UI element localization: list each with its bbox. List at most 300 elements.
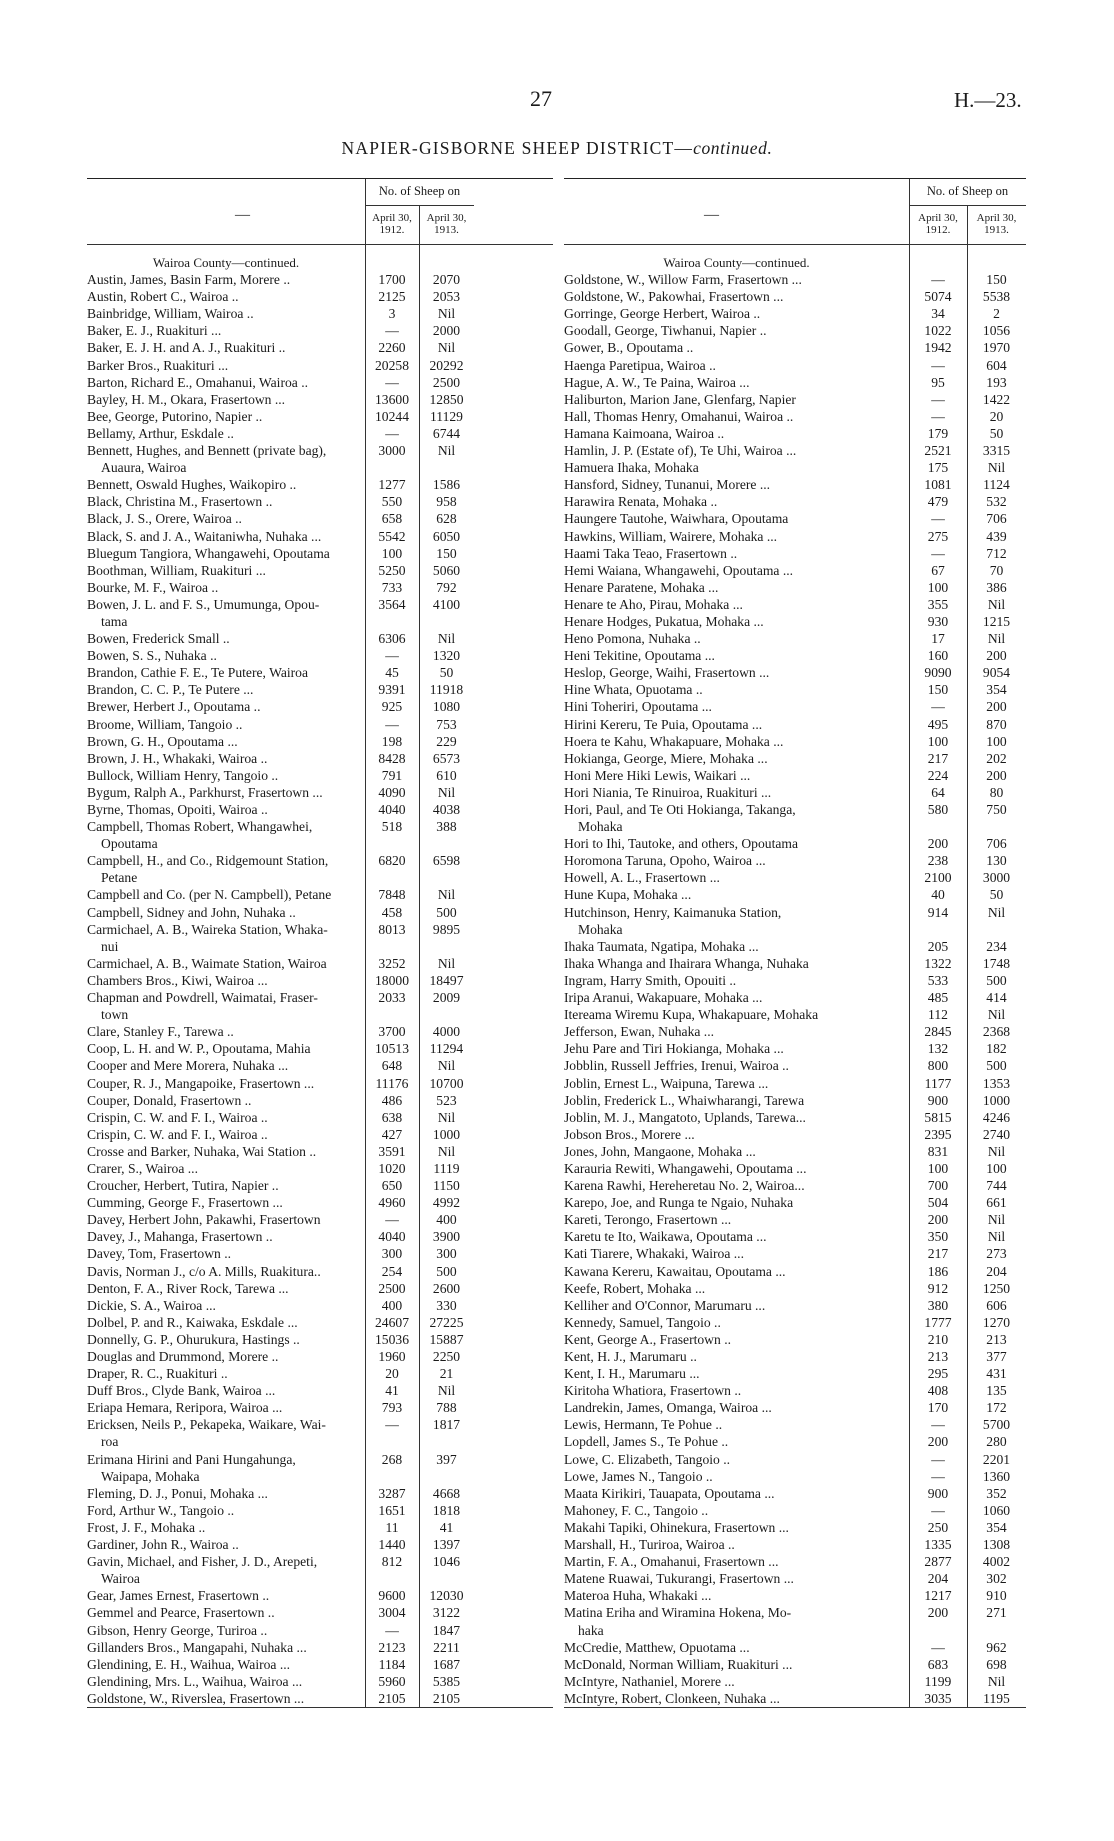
sheep-1913: 330 xyxy=(436,1297,457,1313)
column-rule xyxy=(967,245,968,1707)
section-heading xyxy=(87,254,553,271)
owner-name: Draper, R. C., Ruakituri .. xyxy=(87,1366,228,1382)
owner-name: Douglas and Drummond, Morere .. xyxy=(87,1349,279,1364)
owner-name: Duff Bros., Clyde Bank, Wairoa ... xyxy=(87,1383,276,1399)
table-row xyxy=(87,1416,553,1433)
table-row xyxy=(87,1673,553,1690)
sheep-1913: 1970 xyxy=(982,340,1011,356)
owner-name: Gear, James Ernest, Frasertown .. xyxy=(87,1588,270,1604)
table-row xyxy=(564,1057,1026,1074)
sheep-1913: 1270 xyxy=(982,1314,1011,1330)
table-row xyxy=(87,1382,553,1399)
sheep-1913: 377 xyxy=(986,1349,1007,1364)
owner-name: Hemi Waiana, Whangawehi, Opoutama ... xyxy=(564,562,794,578)
owner-name: Kawana Kereru, Kawaitau, Opoutama ... xyxy=(564,1263,786,1279)
column-header-1913-line1: April 30, xyxy=(976,212,1017,224)
table-row xyxy=(87,1075,553,1092)
owner-name: Frost, J. F., Mohaka .. xyxy=(87,1519,206,1535)
table-row-continuation xyxy=(87,613,553,630)
sheep-1913: 4002 xyxy=(982,1554,1011,1570)
sheep-1912: 20258 xyxy=(375,357,409,373)
owner-name: Karauria Rewiti, Whangawehi, Opoutama ... xyxy=(564,1160,807,1176)
owner-name: Donnelly, G. P., Ohurukura, Hastings .. xyxy=(87,1331,300,1347)
sheep-1912: — xyxy=(931,1468,945,1484)
sheep-1913: 2000 xyxy=(432,323,461,339)
table-row xyxy=(564,938,1026,955)
owner-name: Hall, Thomas Henry, Omahanui, Wairoa .. xyxy=(564,408,794,424)
table-row xyxy=(564,1570,1026,1587)
owner-name: Dolbel, P. and R., Kaiwaka, Eskdale ... xyxy=(87,1314,298,1330)
sheep-1913: 628 xyxy=(436,511,457,527)
column-header-1912-line2: 1912. xyxy=(925,224,951,236)
sheep-1912: 2500 xyxy=(378,1280,406,1296)
sheep-1913: 4000 xyxy=(432,1024,461,1040)
sheep-1912: 100 xyxy=(927,733,949,749)
sheep-1913 xyxy=(981,1622,1040,1639)
table-row xyxy=(87,1553,553,1570)
table-row-continuation xyxy=(564,921,1026,938)
owner-name: Bourke, M. F., Wairoa .. xyxy=(87,579,219,595)
sheep-1912: 217 xyxy=(927,750,949,766)
sheep-1912: 733 xyxy=(381,579,403,595)
sheep-1913: 870 xyxy=(986,716,1007,732)
sheep-1912: 1199 xyxy=(924,1673,952,1689)
table-row xyxy=(564,1485,1026,1502)
section-heading-text: Wairoa County—continued. xyxy=(663,255,810,270)
table-row xyxy=(87,1519,553,1536)
owner-name: Lowe, C. Elizabeth, Tangoio .. xyxy=(564,1451,731,1467)
sheep-1913: 80 xyxy=(989,784,1004,800)
table-row xyxy=(564,1604,1026,1621)
sheep-1913: 200 xyxy=(986,648,1007,664)
sheep-1913: 2500 xyxy=(432,374,461,390)
sheep-1913: 1360 xyxy=(982,1468,1011,1484)
owner-name: Horomona Taruna, Opoho, Wairoa ... xyxy=(564,853,766,869)
right-rows xyxy=(564,271,1026,1707)
table-row xyxy=(87,886,553,903)
owner-name: Brown, J. H., Whakaki, Wairoa .. xyxy=(87,750,268,766)
sheep-1912: 179 xyxy=(927,425,949,441)
sheep-1912: 24607 xyxy=(375,1314,409,1330)
sheep-1913: 1215 xyxy=(982,613,1011,629)
sheep-1912: 100 xyxy=(927,1160,949,1176)
column-header-1912 xyxy=(909,212,967,236)
sheep-1913: 300 xyxy=(436,1246,457,1262)
sheep-1912: 2123 xyxy=(378,1639,406,1655)
sheep-1913: 3900 xyxy=(432,1229,461,1245)
sheep-1912: 3700 xyxy=(378,1024,406,1040)
table-row xyxy=(87,647,553,664)
sheep-1913: 229 xyxy=(436,733,457,749)
table-row xyxy=(564,1639,1026,1656)
table-row xyxy=(564,1177,1026,1194)
owner-name: nui xyxy=(101,938,119,954)
table-row xyxy=(564,1211,1026,1228)
sheep-1912: 15036 xyxy=(375,1331,409,1347)
table-row xyxy=(564,1416,1026,1433)
sheep-1912: 250 xyxy=(927,1519,949,1535)
owner-name: Joblin, M. J., Mangatoto, Uplands, Tarewa... xyxy=(564,1109,806,1125)
sheep-1912: 224 xyxy=(927,767,949,783)
sheep-1913: 50 xyxy=(989,425,1004,441)
sheep-1913: 150 xyxy=(986,272,1007,288)
table-row xyxy=(87,1314,553,1331)
table-row xyxy=(564,391,1026,408)
spacer xyxy=(564,245,1026,254)
table-row xyxy=(564,886,1026,903)
sheep-1912: 791 xyxy=(381,767,403,783)
sheep-1912: 4960 xyxy=(378,1195,406,1211)
table-row xyxy=(87,1245,553,1262)
owner-name: Bennett, Hughes, and Bennett (private bag), xyxy=(87,443,327,459)
sheep-1913: Nil xyxy=(437,443,456,459)
sheep-1912: 112 xyxy=(928,1007,948,1023)
sheep-1913: 661 xyxy=(986,1195,1007,1211)
sheep-1912 xyxy=(379,1570,433,1587)
sheep-1913: 958 xyxy=(436,494,457,510)
sheep-1912: 18000 xyxy=(375,972,409,988)
table-row xyxy=(564,613,1026,630)
sheep-1913: Nil xyxy=(987,1212,1006,1228)
sheep-1912: 912 xyxy=(927,1280,949,1296)
sheep-1912: 295 xyxy=(927,1366,949,1382)
owner-name: Austin, James, Basin Farm, Morere .. xyxy=(87,272,291,288)
owner-name: Ericksen, Neils P., Pekapeka, Waikare, Wai- xyxy=(87,1417,326,1433)
sheep-1912: 45 xyxy=(385,665,399,681)
sheep-1913: 1353 xyxy=(982,1075,1011,1091)
sheep-1912: 254 xyxy=(381,1263,403,1279)
table-row xyxy=(564,1109,1026,1126)
sheep-1913 xyxy=(433,613,488,630)
sheep-1912: 400 xyxy=(381,1297,403,1313)
table-row xyxy=(87,1194,553,1211)
table-row xyxy=(87,698,553,715)
sheep-1912: — xyxy=(931,272,945,288)
sheep-1912 xyxy=(379,459,433,476)
table-row xyxy=(87,716,553,733)
table-row xyxy=(564,1690,1026,1707)
owner-name: Hori, Paul, and Te Oti Hokianga, Takanga, xyxy=(564,802,796,817)
sheep-1912: — xyxy=(385,1622,399,1638)
sheep-1913: 41 xyxy=(439,1519,454,1535)
table-row xyxy=(564,1451,1026,1468)
owner-name: Maata Kirikiri, Tauapata, Opoutama ... xyxy=(564,1485,775,1501)
table-row-continuation xyxy=(564,818,1026,835)
sheep-1913: Nil xyxy=(437,1058,456,1074)
owner-name: Hamlin, J. P. (Estate of), Te Uhi, Wairoa ... xyxy=(564,443,797,459)
table-row xyxy=(564,1075,1026,1092)
table-row xyxy=(564,1656,1026,1673)
sheep-1913: 135 xyxy=(986,1383,1007,1399)
page-title xyxy=(0,138,1114,159)
sheep-1913: 2009 xyxy=(432,990,461,1006)
table-row xyxy=(564,408,1026,425)
owner-name: Mohaka xyxy=(578,921,623,937)
sheep-1912: — xyxy=(931,1502,945,1518)
sheep-1913: 12030 xyxy=(429,1588,464,1604)
column-header-1912-line2: 1912. xyxy=(379,224,405,236)
sheep-1912: 213 xyxy=(927,1349,949,1364)
owner-name: Bee, George, Putorino, Napier .. xyxy=(87,408,263,424)
sheep-1912: 200 xyxy=(927,836,949,852)
table-row xyxy=(87,1040,553,1057)
owner-name: Kelliher and O'Connor, Marumaru ... xyxy=(564,1297,766,1313)
sheep-1912: 2105 xyxy=(378,1690,406,1706)
sheep-1913: 2740 xyxy=(982,1126,1011,1142)
sheep-1912: 518 xyxy=(381,819,403,835)
sheep-1913: 70 xyxy=(989,562,1004,578)
sheep-1913: 4038 xyxy=(432,802,461,817)
owner-name: Martin, F. A., Omahanui, Frasertown ... xyxy=(564,1554,779,1570)
owner-name: Harawira Renata, Mohaka .. xyxy=(564,494,718,510)
sheep-1912: 683 xyxy=(927,1656,949,1672)
owner-name: Bowen, J. L. and F. S., Umumunga, Opou- xyxy=(87,596,320,612)
sheep-1913: 352 xyxy=(986,1485,1007,1501)
owner-name: Barker Bros., Ruakituri ... xyxy=(87,357,229,373)
owner-name: Glendining, E. H., Waihua, Wairoa ... xyxy=(87,1656,291,1672)
table-row xyxy=(564,750,1026,767)
owner-name: Dickie, S. A., Wairoa ... xyxy=(87,1297,216,1313)
column-rule xyxy=(419,245,420,1707)
sheep-1912: 900 xyxy=(927,1092,949,1108)
table-row xyxy=(87,305,553,322)
owner-name: Gemmel and Pearce, Frasertown .. xyxy=(87,1605,275,1621)
sheep-1912: 160 xyxy=(927,648,949,664)
sheep-1912: 41 xyxy=(385,1383,399,1399)
owner-name: Heno Pomona, Nuhaka .. xyxy=(564,631,701,647)
owner-name: Campbell, Thomas Robert, Whangawhei, xyxy=(87,819,313,835)
sheep-1912: 3591 xyxy=(378,1143,406,1159)
sheep-1912: 1335 xyxy=(924,1537,952,1553)
sheep-1912: 8428 xyxy=(378,750,406,766)
page-number: 27 xyxy=(530,86,552,111)
sheep-1912: 350 xyxy=(927,1229,949,1245)
owner-name: Kareti, Terongo, Frasertown ... xyxy=(564,1212,732,1228)
sheep-1913: 2105 xyxy=(432,1690,461,1706)
table-row xyxy=(564,579,1026,596)
sheep-1912: 5815 xyxy=(924,1109,952,1125)
sheep-1912: 1177 xyxy=(924,1075,952,1091)
table-row xyxy=(564,1126,1026,1143)
sheep-1913 xyxy=(433,1468,488,1485)
sheep-1913: 1817 xyxy=(432,1417,461,1433)
owner-name: Jones, John, Mangaone, Mohaka ... xyxy=(564,1143,756,1159)
sheep-1913: Nil xyxy=(987,1143,1006,1159)
column-header-1912 xyxy=(365,212,419,236)
table-row xyxy=(87,1399,553,1416)
owner-name: Campbell and Co. (per N. Campbell), Petane xyxy=(87,887,332,903)
owner-name: Brandon, Cathie F. E., Te Putere, Wairoa xyxy=(87,665,308,681)
owner-name: Hori Niania, Te Rinuiroa, Ruakituri ... xyxy=(564,784,772,800)
owner-name: Makahi Tapiki, Ohinekura, Frasertown ... xyxy=(564,1519,789,1535)
column-header-1913-line2: 1913. xyxy=(434,224,459,236)
sheep-1913: 3122 xyxy=(432,1605,461,1621)
table-row xyxy=(87,391,553,408)
column-header-1913 xyxy=(419,212,474,236)
table-row xyxy=(87,442,553,459)
owner-name: Henare Hodges, Pukatua, Mohaka ... xyxy=(564,613,764,629)
sheep-1912: 4040 xyxy=(378,1229,406,1245)
table-row xyxy=(87,1023,553,1040)
owner-name: Materoa Huha, Whakaki ... xyxy=(564,1588,712,1604)
owner-name: Carmichael, A. B., Waimate Station, Wairoa xyxy=(87,955,327,971)
owner-name: Hague, A. W., Te Paina, Wairoa ... xyxy=(564,374,750,390)
table-row xyxy=(564,1536,1026,1553)
sheep-1912: 204 xyxy=(927,1571,949,1587)
sheep-1913: 5700 xyxy=(982,1417,1011,1433)
sheep-1913: 1748 xyxy=(982,955,1011,971)
table-row xyxy=(564,1143,1026,1160)
table-row xyxy=(87,921,553,938)
owner-name: Mohaka xyxy=(578,819,623,835)
left-table-header xyxy=(87,178,553,245)
sheep-1913: 1056 xyxy=(982,323,1011,339)
sheep-1913: 500 xyxy=(986,1058,1007,1074)
owner-name: Lewis, Hermann, Te Pohue .. xyxy=(564,1417,723,1433)
table-row xyxy=(564,989,1026,1006)
table-row xyxy=(87,1536,553,1553)
table-row xyxy=(564,1365,1026,1382)
table-row-continuation xyxy=(87,938,553,955)
column-header-1912-line1: April 30, xyxy=(372,212,412,224)
table-row xyxy=(564,767,1026,784)
table-row xyxy=(87,1656,553,1673)
sheep-1912: 200 xyxy=(927,1212,949,1228)
sheep-1913: 200 xyxy=(986,767,1007,783)
table-row xyxy=(564,1194,1026,1211)
table-row xyxy=(87,408,553,425)
owner-name: Davis, Norman J., c/o A. Mills, Ruakitura.. xyxy=(87,1263,321,1279)
owner-name: Campbell, H., and Co., Ridgemount Station, xyxy=(87,853,329,869)
spacer xyxy=(87,245,553,254)
sheep-1913: 27225 xyxy=(429,1314,464,1330)
sheep-1913: 50 xyxy=(439,665,454,681)
sheep-1913: 500 xyxy=(986,972,1007,988)
sheep-1912 xyxy=(923,818,981,835)
sheep-1913: 2053 xyxy=(432,289,461,305)
owner-name: Henare Paratene, Mohaka ... xyxy=(564,579,719,595)
owner-name: Kiritoha Whatiora, Frasertown .. xyxy=(564,1383,742,1399)
table-row xyxy=(87,288,553,305)
table-row-continuation xyxy=(87,869,553,886)
owner-name: Austin, Robert C., Wairoa .. xyxy=(87,289,239,305)
owner-name: Ford, Arthur W., Tangoio .. xyxy=(87,1502,235,1518)
owner-name: Matina Eriha and Wiramina Hokena, Mo- xyxy=(564,1605,792,1621)
sheep-1913: 610 xyxy=(436,767,457,783)
sheep-1912 xyxy=(923,921,981,938)
owner-name: Broome, William, Tangoio .. xyxy=(87,716,243,732)
sheep-1912: 6306 xyxy=(378,631,406,647)
owner-name: Kennedy, Samuel, Tangoio .. xyxy=(564,1314,721,1330)
table-row xyxy=(564,801,1026,818)
owner-name: Haliburton, Marion Jane, Glenfarg, Napier xyxy=(564,391,796,407)
sheep-1913: 1150 xyxy=(433,1178,460,1194)
table-row xyxy=(87,545,553,562)
owner-name: Wairoa xyxy=(101,1571,140,1587)
right-table-header xyxy=(564,178,1026,245)
sheep-1913: 2211 xyxy=(433,1639,460,1655)
owner-name: Hori to Ihi, Tautoke, and others, Opoutama xyxy=(564,836,798,852)
owner-name: Kati Tiarere, Whakaki, Wairoa ... xyxy=(564,1246,744,1262)
owner-name: Bowen, S. S., Nuhaka .. xyxy=(87,648,217,664)
sheep-1913: 11294 xyxy=(429,1041,464,1057)
sheep-1913: 1250 xyxy=(982,1280,1011,1296)
sheep-1913: 182 xyxy=(986,1041,1007,1057)
sheep-1912: 495 xyxy=(927,716,949,732)
sheep-1912: 132 xyxy=(927,1041,949,1057)
table-row xyxy=(564,1348,1026,1365)
table-row xyxy=(564,904,1026,921)
sheep-1912: — xyxy=(931,408,945,424)
sheep-1912: 1081 xyxy=(924,477,952,493)
table-row xyxy=(564,869,1026,886)
table-row xyxy=(87,1109,553,1126)
table-row xyxy=(87,1092,553,1109)
sheep-1912: 1217 xyxy=(924,1588,952,1604)
sheep-1912: 3035 xyxy=(924,1690,952,1706)
sheep-1912: 355 xyxy=(927,596,949,612)
sheep-1913: 1060 xyxy=(982,1502,1011,1518)
owner-name: Davey, J., Mahanga, Frasertown .. xyxy=(87,1229,273,1245)
sheep-1913: 11918 xyxy=(429,682,464,698)
owner-name: Joblin, Ernest L., Waipuna, Tarewa ... xyxy=(564,1075,769,1091)
sheep-1912 xyxy=(379,938,433,955)
owner-name: Hamana Kaimoana, Wairoa .. xyxy=(564,425,725,441)
stub-header: — xyxy=(704,207,719,223)
sheep-1912: — xyxy=(931,1639,945,1655)
owner-name: Black, Christina M., Frasertown .. xyxy=(87,494,273,510)
sheep-1913: 21 xyxy=(439,1366,454,1382)
owner-name: Honi Mere Hiki Lewis, Waikari ... xyxy=(564,767,751,783)
table-row xyxy=(87,1639,553,1656)
sheep-1913: 4246 xyxy=(982,1109,1011,1125)
owner-name: Campbell, Sidney and John, Nuhaka .. xyxy=(87,904,296,920)
sheep-1913: 753 xyxy=(436,716,457,732)
owner-name: Kent, H. J., Marumaru .. xyxy=(564,1349,697,1364)
sheep-1913: 606 xyxy=(986,1297,1007,1313)
table-row xyxy=(87,579,553,596)
sheep-1913: 150 xyxy=(436,545,457,561)
sheep-1912: 34 xyxy=(931,306,945,322)
sheep-1913: Nil xyxy=(987,460,1006,476)
sheep-1913: 172 xyxy=(986,1400,1007,1416)
table-row xyxy=(564,1399,1026,1416)
sheep-1912: 914 xyxy=(927,904,949,920)
owner-name: Haami Taka Teao, Frasertown .. xyxy=(564,545,738,561)
table-row xyxy=(564,835,1026,852)
sheep-1912: 11 xyxy=(385,1519,399,1535)
table-row xyxy=(87,955,553,972)
table-row xyxy=(564,784,1026,801)
owner-name: Ihaka Taumata, Ngatipa, Mohaka ... xyxy=(564,938,759,954)
sheep-1913: 6050 xyxy=(432,528,461,544)
sheep-1913: 744 xyxy=(986,1178,1007,1194)
sheep-1912: 900 xyxy=(927,1485,949,1501)
owner-name: Heni Tekitine, Opoutama ... xyxy=(564,648,715,664)
table-row xyxy=(87,1331,553,1348)
sheep-1912: 2845 xyxy=(924,1024,952,1040)
sheep-1912: 9090 xyxy=(924,665,952,681)
sheep-1913: 1320 xyxy=(432,648,461,664)
sheep-1913: 4992 xyxy=(432,1195,461,1211)
table-row xyxy=(564,459,1026,476)
table-row xyxy=(87,528,553,545)
owner-name: Eriapa Hemara, Reripora, Wairoa ... xyxy=(87,1400,283,1416)
owner-name: Baker, E. J. H. and A. J., Ruakituri .. xyxy=(87,340,286,356)
table-row xyxy=(564,1040,1026,1057)
sheep-1912: 238 xyxy=(927,853,949,869)
sheep-1912: 6820 xyxy=(378,853,406,869)
